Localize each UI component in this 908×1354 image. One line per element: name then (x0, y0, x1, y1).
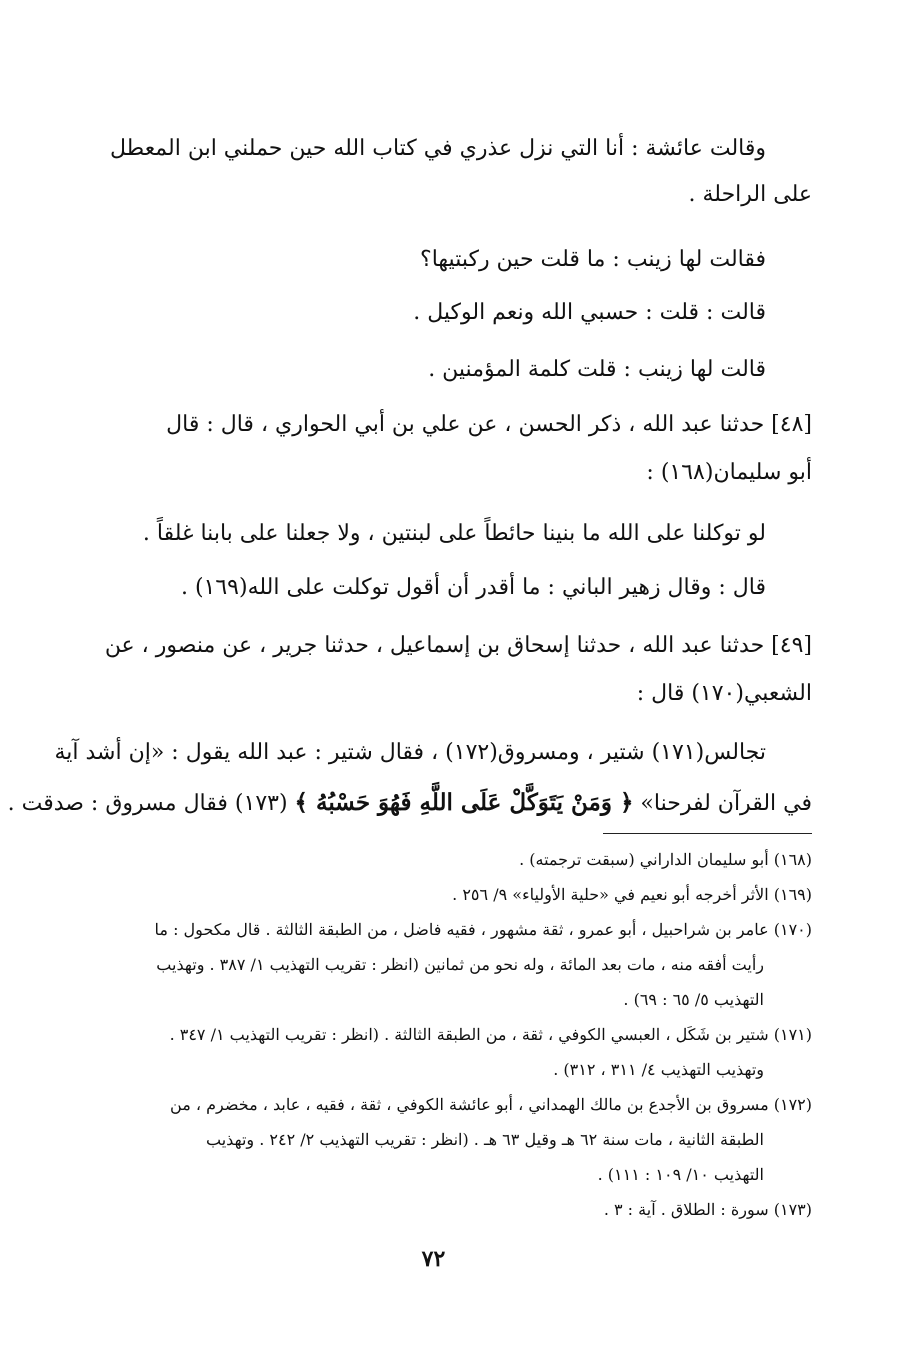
paragraph-48 (55, 401, 812, 497)
document-page (7, 0, 812, 1354)
text-line: على الراحلة . (688, 182, 812, 207)
footnote-divider (603, 833, 812, 834)
footnote-170 (55, 912, 812, 1017)
paragraph-49 (55, 622, 812, 718)
text-line: قال : وقال زهير الباني : ما أقدر أن أقول توكلت على الله(١٦٩) . (180, 575, 766, 600)
footnote-line: (١٦٨) أبو سليمان الداراني (سبقت ترجمته) . (519, 850, 812, 869)
footnote-line: (١٧٠) عامر بن شراحبيل ، أبو عمرو ، ثقة مشهور ، فقيه فاضل ، من الطبقة الثالثة . قال مكحول : ما (154, 920, 812, 939)
text-run: في القرآن لفرحنا» (640, 791, 812, 816)
footnote-172 (55, 1087, 812, 1192)
text-line: قالت لها زينب : قلت كلمة المؤمنين . (428, 357, 766, 382)
footnotes (55, 842, 812, 1227)
footnote-line: وتهذيب التهذيب ٤/ ٣١١ ، ٣١٢) . (553, 1060, 764, 1079)
text-line: لو توكلنا على الله ما بنينا حائطاً على لبنتين ، ولا جعلنا على بابنا غلقاً . (142, 521, 766, 546)
page-number: ٧٢ (421, 1246, 446, 1272)
text-run: (١٧٣) فقال مسروق : صدقت . (7, 791, 288, 816)
footnote-171 (55, 1017, 812, 1087)
paragraph-tawakkul-quote (55, 511, 812, 557)
footnote-line: (١٦٩) الأثر أخرجه أبو نعيم في «حلية الأولياء» ٩/ ٢٥٦ . (452, 885, 812, 904)
footnote-line: التهذيب ٥/ ٦٥ : ٦٩) . (623, 990, 764, 1009)
footnote-168 (55, 842, 812, 877)
text-line: [٤٩] حدثنا عبد الله ، حدثنا إسحاق بن إسماعيل ، حدثنا جرير ، عن منصور ، عن (104, 633, 812, 658)
paragraph-kalimat-al-muminin (55, 347, 812, 393)
footnote-line: (١٧١) شتير بن شَكَل ، العبسي الكوفي ، ثقة ، من الطبقة الثالثة . (انظر : تقريب التهذيب ١/ ٣٤٧ . (169, 1025, 812, 1044)
footnote-169 (55, 877, 812, 912)
text-line: فقالت لها زينب : ما قلت حين ركبتيها؟ (420, 247, 766, 272)
paragraph-aisha (55, 126, 812, 218)
text-line: تجالس(١٧١) شتير ، ومسروق(١٧٢) ، فقال شتير : عبد الله يقول : «إن أشد آية (54, 740, 766, 765)
text-line-with-verse (7, 778, 812, 829)
footnote-line: الطبقة الثانية ، مات سنة ٦٢ هـ وقيل ٦٣ هـ . (انظر : تقريب التهذيب ٢/ ٢٤٢ . وتهذيب (206, 1130, 764, 1149)
footnote-line: (١٧٢) مسروق بن الأجدع بن مالك الهمداني ، أبو عائشة الكوفي ، ثقة ، فقيه ، عابد ، مخضرم ، من (170, 1095, 812, 1114)
footnote-line: (١٧٣) سورة : الطلاق . آية : ٣ . (603, 1200, 812, 1219)
paragraph-zuhayr (55, 565, 812, 611)
quran-verse: ﴿ وَمَنْ يَتَوَكَّلْ عَلَى اللَّهِ فَهُوَ حَسْبُهُ ﴾ (294, 789, 634, 816)
text-line: قالت : قلت : حسبي الله ونعم الوكيل . (413, 300, 766, 325)
text-line: وقالت عائشة : أنا التي نزل عذري في كتاب الله حين حملني ابن المعطل (109, 136, 766, 161)
text-line: [٤٨] حدثنا عبد الله ، ذكر الحسن ، عن علي بن أبي الحواري ، قال : قال (166, 412, 812, 437)
footnote-line: التهذيب ١٠/ ١٠٩ : ١١١) . (597, 1165, 764, 1184)
footnote-173 (55, 1192, 812, 1227)
text-line: أبو سليمان(١٦٨) : (646, 460, 812, 485)
paragraph-hasbi-allah (55, 290, 812, 336)
paragraph-zaynab-question (55, 237, 812, 283)
text-line: الشعبي(١٧٠) قال : (636, 681, 812, 706)
paragraph-tajalas (7, 728, 812, 829)
footnote-line: رأيت أفقه منه ، مات بعد المائة ، وله نحو من ثمانين (انظر : تقريب التهذيب ١/ ٣٨٧ . وتهذيب (156, 955, 764, 974)
